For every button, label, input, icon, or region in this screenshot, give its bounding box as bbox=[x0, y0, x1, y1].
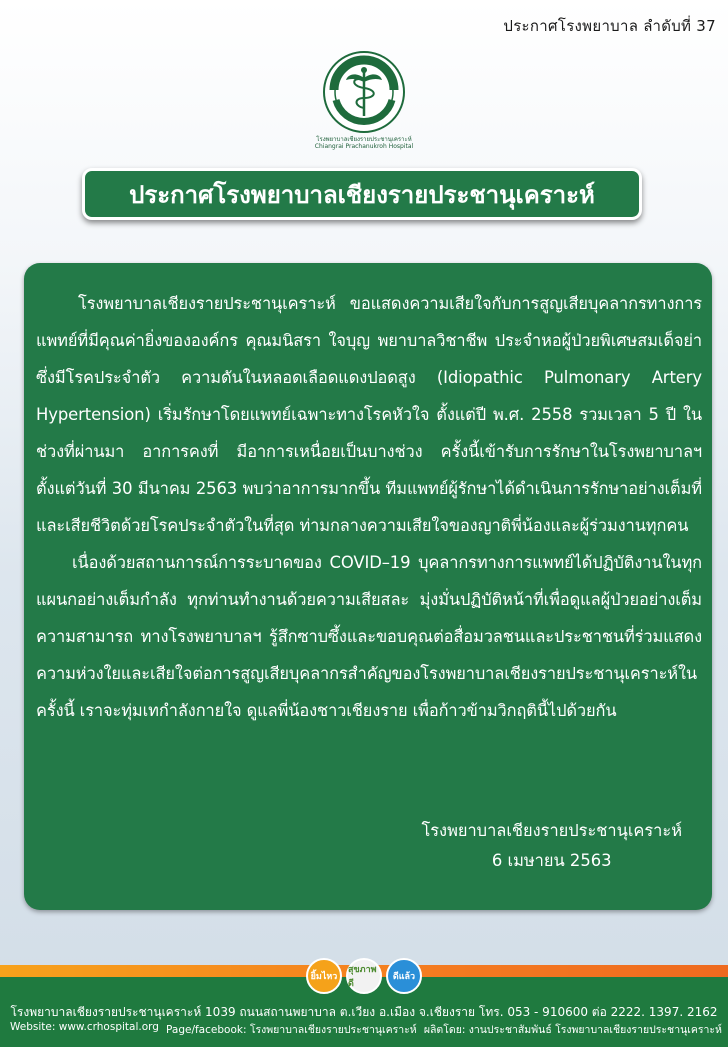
announcement-paragraph-2: เนื่องด้วยสถานการณ์การระบาดของ COVID–19 บุคลากรทางการแพทย์ได้ปฏิบัติงานในทุกแผนกอย่างเต็มกำลัง ทุกท่านทำงานด้วยความเสียสละ มุ่งมั่นปฏิบัติหน้าที่เพื่อดูแลผู้ป่วยอย่างเต็มความสามารถ ทางโรงพยาบาลฯ รู้สึกซาบซึ้งและขอบคุณต่อสื่อมวลชนและประชาชนที่ร่วมแสดงความห่วงใยและเสียใจต่อการสูญเสียบุคลากรสำคัญของโรงพยาบาลเชียงรายประชานุเคราะห์ในครั้งนี้ เราจะทุ่มเทกำลังกายใจ ดูแลพี่น้องชาวเชียงราย เพื่อก้าวข้ามวิกฤตินี้ไปด้วยกัน bbox=[36, 553, 702, 720]
campaign-badge-1: ยิ้มไหว bbox=[306, 958, 342, 994]
logo-caption-english: Chiangrai Prachanukroh Hospital bbox=[314, 143, 414, 150]
announcement-paragraph-1: โรงพยาบาลเชียงรายประชานุเคราะห์ ขอแสดงความเสียใจกับการสูญเสียบุคลากรทางการแพทย์ที่มีคุณค่ายิ่งขององค์กร คุณมนิสรา ใจบุญ พยาบาลวิชาชีพ ประจำหอผู้ป่วยพิเศษสมเด็จย่า ซึ่งมีโรคประจำตัว ความดันในหลอดเลือดแดงปอดสูง (Idiopathic Pulmonary Artery Hypertension) เริ่มรักษาโดยแพทย์เฉพาะทางโรคหัวใจ ตั้งแต่ปี พ.ศ. 2558 รวมเวลา 5 ปี ในช่วงที่ผ่านมา อาการคงที่ มีอาการเหนื่อยเป็นบางช่วง ครั้งนี้เข้ารับการรักษาในโรงพยาบาลฯ ตั้งแต่วันที่ 30 มีนาคม 2563 พบว่าอาการมากขึ้น ทีมแพทย์ผู้รักษาได้ดำเนินการรักษาอย่างเต็มที่ และเสียชีวิตด้วยโรคประจำตัวในที่สุด ท่ามกลางความเสียใจของญาติพี่น้องและผู้ร่วมงานทุกคน bbox=[36, 294, 702, 535]
campaign-badges bbox=[0, 958, 728, 994]
logo-caption-thai: โรงพยาบาลเชียงรายประชานุเคราะห์ bbox=[316, 136, 412, 143]
ministry-emblem-icon bbox=[322, 50, 406, 134]
footer-website-link[interactable]: Website: www.crhospital.org bbox=[10, 1021, 159, 1033]
campaign-badge-2: สุขภาพดี bbox=[346, 958, 382, 994]
announcement-title: ประกาศโรงพยาบาลเชียงรายประชานุเคราะห์ bbox=[82, 168, 642, 220]
footer-address: โรงพยาบาลเชียงรายประชานุเคราะห์ 1039 ถนนสถานพยาบาล ต.เวียง อ.เมือง จ.เชียงราย โทร. 053 - 910600 ต่อ 2222. 1397. 2162 bbox=[10, 1005, 718, 1019]
announcement-panel bbox=[24, 263, 712, 910]
footer-facebook-link[interactable]: Page/facebook: โรงพยาบาลเชียงรายประชานุเคราะห์ bbox=[166, 1024, 417, 1036]
signature-organization: โรงพยาบาลเชียงรายประชานุเคราะห์ bbox=[421, 821, 682, 840]
footer-producer: ผลิตโดย: งานประชาสัมพันธ์ โรงพยาบาลเชียงรายประชานุเคราะห์ bbox=[423, 1024, 722, 1036]
ministry-logo bbox=[0, 50, 728, 134]
announcement-number: ประกาศโรงพยาบาล ลำดับที่ 37 bbox=[503, 17, 716, 35]
signature-block bbox=[421, 816, 682, 876]
hospital-logo-caption bbox=[0, 136, 728, 150]
signature-date: 6 เมษายน 2563 bbox=[491, 851, 612, 870]
footer-links bbox=[10, 1021, 722, 1038]
campaign-badge-3: ดีแล้ว bbox=[386, 958, 422, 994]
